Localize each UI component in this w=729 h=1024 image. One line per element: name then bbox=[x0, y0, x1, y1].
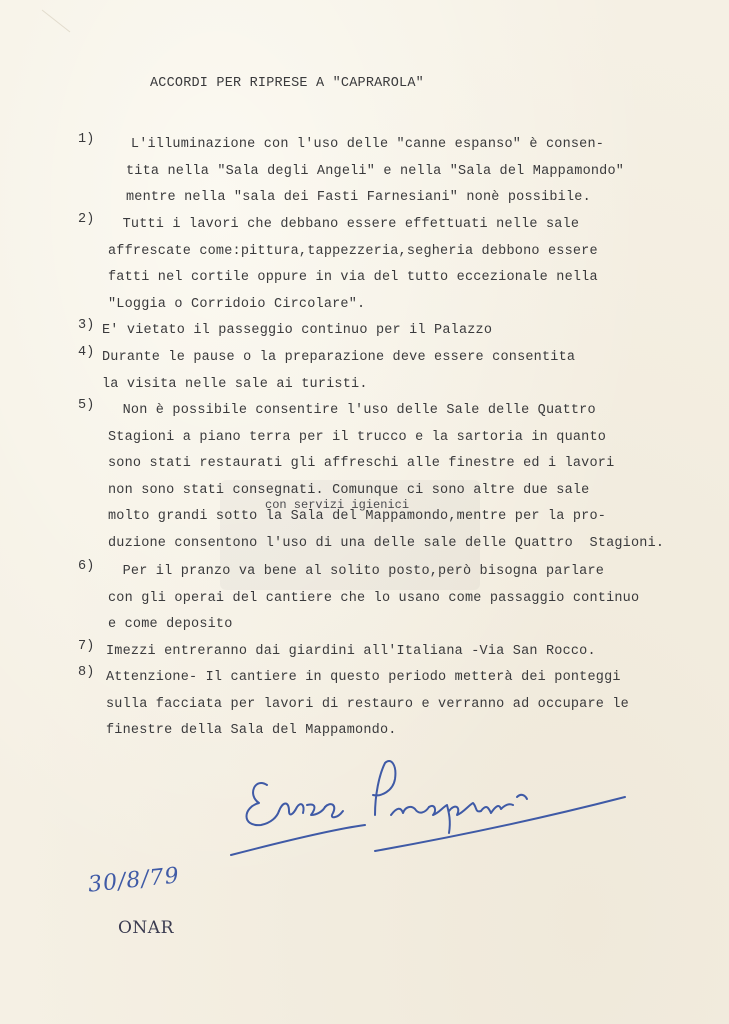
item-number: 7) bbox=[78, 639, 95, 654]
item-line: Tutti i lavori che debbano essere effettuati nelle sale bbox=[106, 217, 580, 232]
item-line: tita nella "Sala degli Angeli" e nella "Sala del Mappamondo" bbox=[126, 163, 625, 179]
item-line: Durante le pause o la preparazione deve essere consentita bbox=[102, 350, 576, 365]
item-line: Attenzione- Il cantiere in questo periodo metterà dei ponteggi bbox=[106, 670, 621, 685]
handwritten-signature bbox=[225, 755, 645, 865]
item-line: con gli operai del cantiere che lo usano come passaggio continuo bbox=[108, 590, 640, 606]
item-line: finestre della Sala del Mappamondo. bbox=[106, 723, 397, 738]
item-number: 1) bbox=[78, 132, 95, 147]
item-line: mentre nella "sala dei Fasti Farnesiani" nonè possibile. bbox=[126, 190, 591, 205]
item-line: L'illuminazione con l'uso delle "canne espanso" è consen- bbox=[106, 137, 605, 152]
item-line: E' vietato il passeggio continuo per il Palazzo bbox=[102, 323, 493, 338]
item-line: e come deposito bbox=[108, 617, 233, 632]
item-number: 2) bbox=[78, 212, 95, 227]
item-line: la visita nelle sale ai turisti. bbox=[102, 376, 368, 392]
item-line: affrescate come:pittura,tappezzeria,segheria debbono essere bbox=[108, 243, 598, 259]
typed-insertion: con servizi igienici bbox=[265, 498, 410, 512]
document-title: ACCORDI PER RIPRESE A "CAPRAROLA" bbox=[150, 76, 424, 91]
item-number: 8) bbox=[78, 665, 95, 680]
item-number: 3) bbox=[78, 318, 95, 333]
item-line: "Loggia o Corridoio Circolare". bbox=[108, 296, 366, 312]
item-line: Non è possibile consentire l'uso delle Sale delle Quattro bbox=[106, 403, 596, 418]
item-number: 5) bbox=[78, 398, 95, 413]
paper-crease-mark bbox=[40, 8, 80, 38]
handwritten-date: 30/8/79 bbox=[86, 863, 181, 898]
item-line: non sono stati consegnati. Comunque ci sono altre due sale bbox=[108, 482, 590, 498]
item-line: Imezzi entreranno dai giardini all'Italiana -Via San Rocco. bbox=[106, 644, 596, 659]
item-number: 6) bbox=[78, 559, 95, 574]
item-line: Stagioni a piano terra per il trucco e la sartoria in quanto bbox=[108, 429, 607, 445]
handwritten-initials: ONAR bbox=[118, 918, 174, 938]
item-line: molto grandi sotto la Sala del Mappamondo,mentre per la pro- bbox=[108, 509, 607, 524]
item-line: sono stati restaurati gli affreschi alle finestre ed i lavori bbox=[108, 456, 615, 471]
item-line: fatti nel cortile oppure in via del tutto eccezionale nella bbox=[108, 270, 598, 285]
item-number: 4) bbox=[78, 345, 95, 360]
item-line: duzione consentono l'uso di una delle sale delle Quattro Stagioni. bbox=[108, 535, 665, 551]
item-line: Per il pranzo va bene al solito posto,però bisogna parlare bbox=[106, 564, 605, 579]
item-line: sulla facciata per lavori di restauro e verranno ad occupare le bbox=[106, 696, 629, 712]
